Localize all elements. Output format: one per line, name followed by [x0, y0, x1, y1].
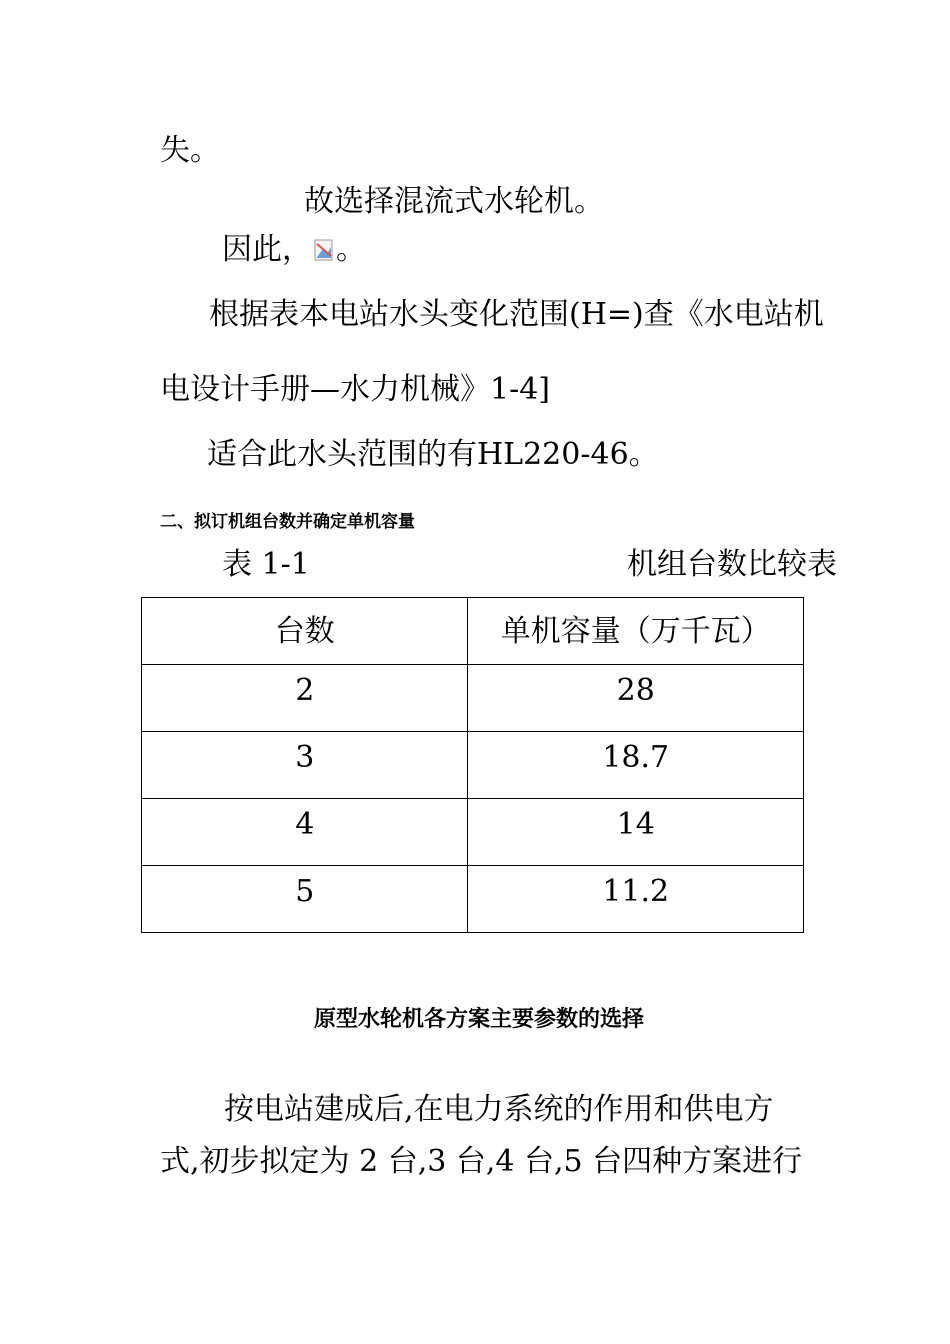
- table-row: [142, 665, 804, 732]
- table-cell: 28: [468, 665, 804, 732]
- table-header-cell: 单机容量（万千瓦）: [468, 598, 804, 665]
- table-cell: 14: [468, 799, 804, 866]
- paragraph-suitable-model: 适合此水头范围的有HL220-46。: [207, 437, 659, 472]
- paragraph-conclusion: 故选择混流式水轮机。: [304, 184, 604, 219]
- paragraph-reference-line1: 根据表本电站水头变化范围(H=)查《水电站机: [209, 297, 824, 332]
- therefore-text: 因此，: [222, 232, 312, 267]
- paragraph-reference-line2: 电设计手册—水力机械》1-4]: [160, 372, 551, 407]
- table-cell: 5: [142, 866, 468, 933]
- table-row: [142, 866, 804, 933]
- table-label: 表 1-1: [222, 547, 310, 582]
- therefore-period: 。: [336, 232, 366, 267]
- section-heading: 二、拟订机组台数并确定单机容量: [160, 512, 415, 532]
- subheading: 原型水轮机各方案主要参数的选择: [314, 1007, 645, 1032]
- table-header-row: [142, 598, 804, 665]
- paragraph-fragment: 失。: [160, 133, 220, 168]
- paragraph-therefore: [222, 232, 366, 268]
- broken-image-icon: [314, 235, 334, 259]
- closing-paragraph-line1: 按电站建成后,在电力系统的作用和供电方: [224, 1092, 774, 1127]
- table-cell: 2: [142, 665, 468, 732]
- table-cell: 11.2: [468, 866, 804, 933]
- closing-paragraph-line2: 式,初步拟定为 2 台,3 台,4 台,5 台四种方案进行: [160, 1144, 803, 1179]
- table-row: [142, 732, 804, 799]
- unit-comparison-table: [141, 597, 804, 933]
- table-title: 机组台数比较表: [627, 547, 837, 582]
- table-cell: 4: [142, 799, 468, 866]
- table-header-cell: 台数: [142, 598, 468, 665]
- table-cell: 18.7: [468, 732, 804, 799]
- table-row: [142, 799, 804, 866]
- table-cell: 3: [142, 732, 468, 799]
